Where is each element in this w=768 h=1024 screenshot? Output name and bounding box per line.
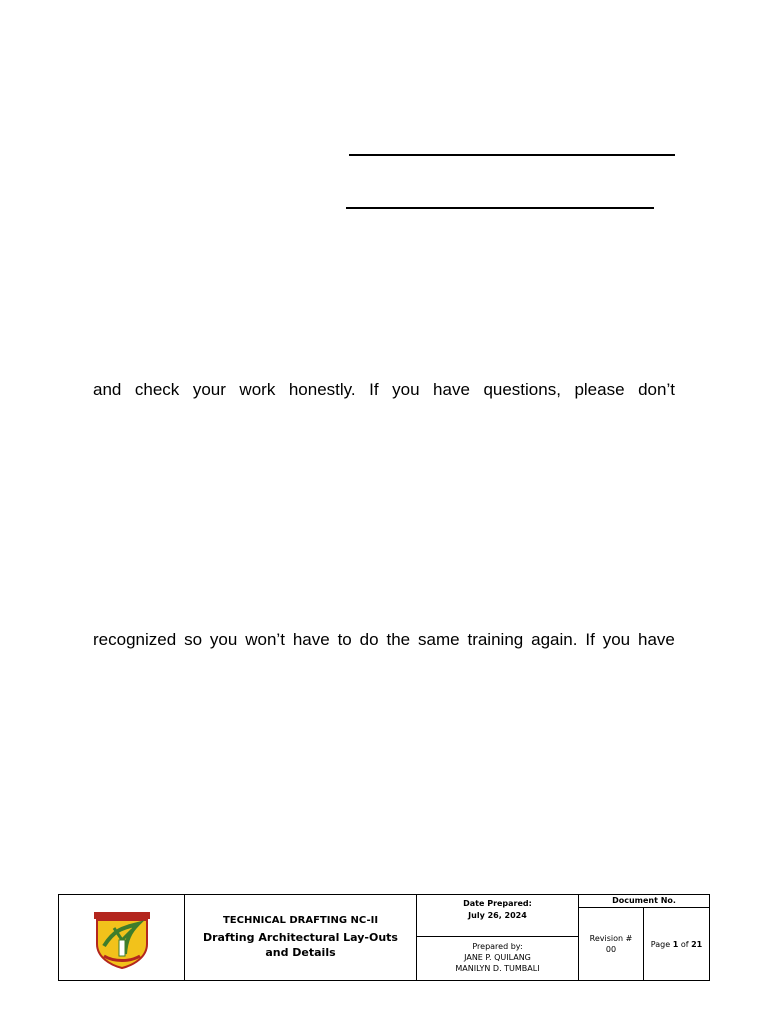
paragraph-word: questions, bbox=[483, 380, 561, 399]
logo-banner-top bbox=[94, 912, 150, 919]
revision-label: Revision # bbox=[589, 934, 633, 943]
logo-tower bbox=[119, 940, 125, 956]
university-logo bbox=[92, 910, 152, 970]
paragraph-word: check bbox=[134, 380, 180, 399]
preparer-name-2: MANILYN D. TUMBALI bbox=[455, 964, 540, 973]
document-footer-table bbox=[58, 894, 710, 981]
paragraph-word: have bbox=[292, 630, 330, 649]
logo-cell bbox=[59, 895, 185, 980]
paragraph-word: training bbox=[467, 630, 524, 649]
document-no-cell: Document No. bbox=[579, 895, 709, 908]
paragraph-line-2 bbox=[93, 630, 675, 650]
paragraph-word: honestly. bbox=[288, 380, 356, 399]
blank-line-2 bbox=[346, 207, 654, 209]
prepared-by-label: Prepared by: bbox=[472, 942, 523, 951]
paragraph-line-1 bbox=[93, 380, 675, 400]
course-title: TECHNICAL DRAFTING NC-II bbox=[222, 915, 379, 926]
page-total: 21 bbox=[691, 939, 703, 949]
paragraph-word: you bbox=[602, 630, 631, 649]
paragraph-word: to bbox=[337, 630, 352, 649]
paragraph-word: same bbox=[418, 630, 460, 649]
paragraph-word: so bbox=[184, 630, 203, 649]
paragraph-word: If bbox=[369, 380, 379, 399]
paragraph-word: again. bbox=[531, 630, 578, 649]
page-of: of bbox=[680, 939, 689, 949]
paragraph-word: work bbox=[239, 380, 276, 399]
page-number-cell bbox=[644, 908, 709, 980]
university-seal-icon bbox=[92, 910, 152, 970]
revision-cell bbox=[579, 908, 644, 980]
preparer-name-1: JANE P. QUILANG bbox=[464, 953, 531, 962]
paragraph-word: recognized bbox=[93, 630, 177, 649]
date-prepared-label: Date Prepared: bbox=[463, 899, 532, 908]
paragraph-word: please bbox=[574, 380, 625, 399]
paragraph-word: you bbox=[392, 380, 420, 399]
paragraph-word: won’t bbox=[245, 630, 285, 649]
module-title: Drafting Architectural Lay-Outs and Details bbox=[203, 931, 398, 959]
blank-line-1 bbox=[349, 154, 675, 156]
page-prefix: Page bbox=[650, 939, 671, 949]
paragraph-word: If bbox=[585, 630, 595, 649]
paragraph-word: have bbox=[638, 630, 675, 649]
paragraph-word: the bbox=[386, 630, 411, 649]
paragraph-word: do bbox=[359, 630, 379, 649]
date-prepared-cell bbox=[417, 895, 579, 937]
paragraph-word: your bbox=[192, 380, 226, 399]
title-cell bbox=[185, 895, 417, 980]
paragraph-word: and bbox=[93, 380, 122, 399]
revision-value: 00 bbox=[605, 945, 617, 954]
paragraph-word: don’t bbox=[638, 380, 675, 399]
prepared-by-cell bbox=[417, 937, 579, 980]
paragraph-word: you bbox=[209, 630, 238, 649]
date-prepared-value: July 26, 2024 bbox=[468, 911, 527, 920]
page-current: 1 bbox=[672, 939, 679, 949]
paragraph-word: have bbox=[433, 380, 470, 399]
